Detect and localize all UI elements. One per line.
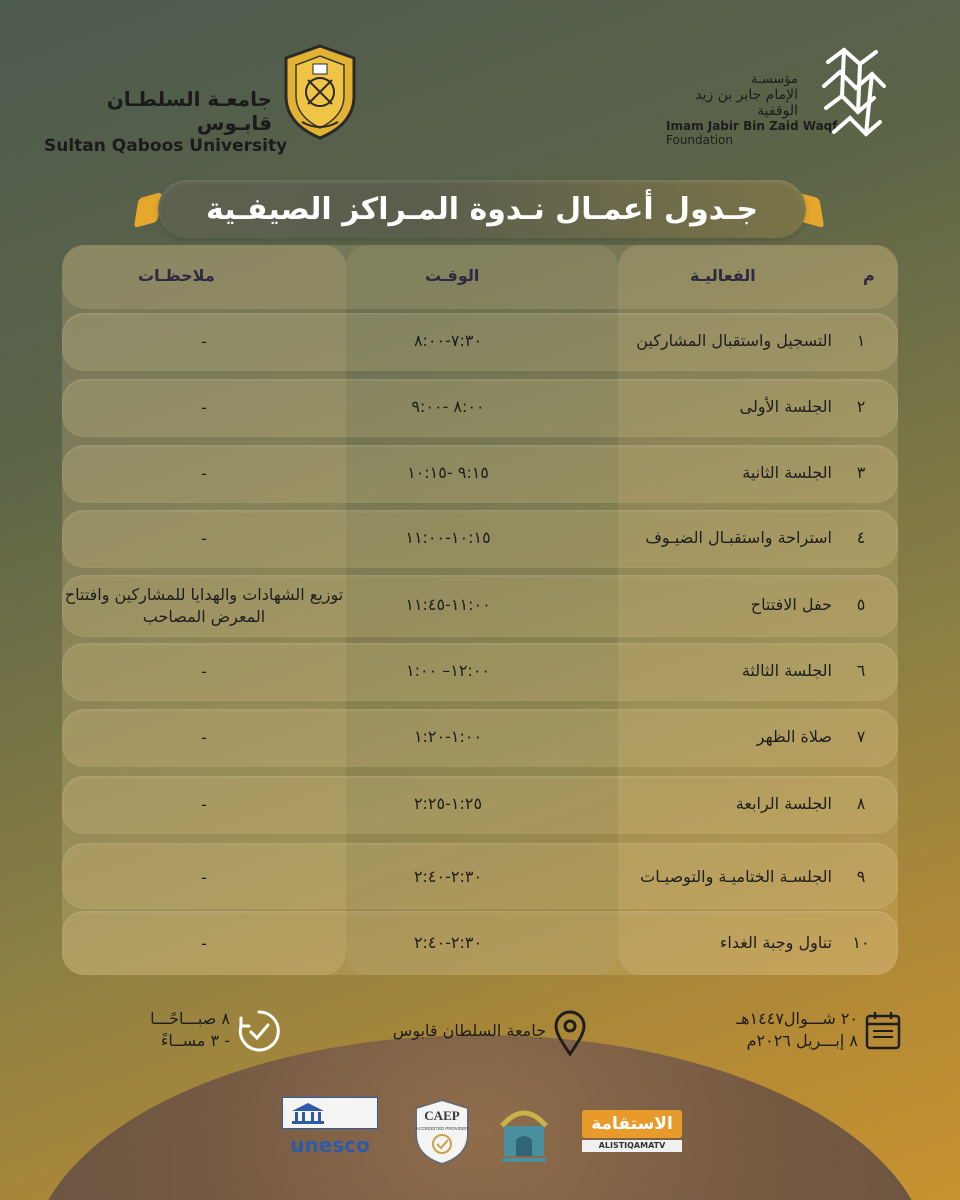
row-number: ١٠ bbox=[852, 933, 870, 952]
caep-wordmark: CAEP bbox=[424, 1108, 460, 1123]
table-row bbox=[62, 776, 898, 834]
foundation-name-arabic-line1: مؤسسـة bbox=[751, 72, 798, 87]
table-row bbox=[62, 911, 898, 975]
row-notes: - bbox=[201, 934, 207, 953]
row-event: الجلسـة الختاميـة والتوصيـات bbox=[640, 867, 832, 886]
foundation-name-english-line1: Imam Jabir Bin Zaid Waqf bbox=[666, 119, 838, 133]
row-time: ١١:٠٠-١١:٤٥ bbox=[405, 595, 491, 614]
table-row bbox=[62, 445, 898, 503]
time-end: - ٣ مســاءً bbox=[160, 1031, 230, 1050]
row-notes: - bbox=[201, 464, 207, 483]
date-gregorian: ٨ إبـــريل ٢٠٢٦م bbox=[746, 1031, 858, 1050]
location-pin-icon bbox=[553, 1010, 587, 1056]
row-notes: - bbox=[201, 795, 207, 814]
sultan-qaboos-university-brand bbox=[44, 42, 364, 156]
time-start: ٨ صبـــاحًـــا bbox=[150, 1009, 230, 1028]
row-time: ٢:٣٠-٢:٤٠ bbox=[413, 933, 483, 952]
foundation-calligraphy-logo bbox=[816, 42, 890, 146]
university-name bbox=[44, 87, 288, 157]
waqf-foundation-brand bbox=[660, 40, 900, 150]
row-time: ١٢:٠٠– ١:٠٠ bbox=[405, 661, 491, 680]
row-notes: - bbox=[201, 728, 207, 747]
row-time: ١:٢٥-٢:٢٥ bbox=[413, 794, 483, 813]
foundation-name-english-line2: Foundation bbox=[666, 133, 733, 147]
row-number: ٧ bbox=[856, 727, 866, 746]
row-number: ٩ bbox=[856, 867, 866, 886]
row-notes: - bbox=[201, 868, 207, 887]
header-number: م bbox=[863, 266, 875, 285]
alistiqama-tv-logo bbox=[582, 1110, 682, 1154]
header-time: الوقـت bbox=[425, 266, 480, 285]
table-row bbox=[62, 575, 898, 637]
row-notes: توزيع الشهادات والهدايا للمشاركين وافتتاح المعرض المصاحب bbox=[64, 585, 344, 626]
row-number: ٤ bbox=[856, 528, 866, 547]
tv-english-wordmark: ALISTIQAMATV bbox=[582, 1140, 682, 1152]
calendar-icon bbox=[864, 1010, 904, 1052]
row-event: الجلسة الأولى bbox=[739, 397, 832, 416]
row-event: صلاة الظهر bbox=[756, 727, 832, 746]
row-number: ٣ bbox=[856, 463, 866, 482]
row-number: ١ bbox=[856, 331, 866, 350]
event-date bbox=[698, 1008, 858, 1052]
header-event: الفعاليـة bbox=[690, 266, 756, 285]
clock-icon bbox=[236, 1008, 282, 1054]
table-row bbox=[62, 643, 898, 701]
decorative-hill-shape bbox=[30, 1035, 930, 1200]
row-number: ٢ bbox=[856, 397, 866, 416]
table-row bbox=[62, 709, 898, 767]
caep-subtitle: ACCREDITED PROVIDER bbox=[415, 1126, 469, 1131]
row-event: حفل الافتتاح bbox=[750, 595, 832, 614]
row-number: ٦ bbox=[856, 661, 866, 680]
row-event: الجلسة الثالثة bbox=[741, 661, 832, 680]
row-time: ١:٠٠-١:٢٠ bbox=[413, 727, 483, 746]
row-notes: - bbox=[201, 332, 207, 351]
row-event: تناول وجبة الغداء bbox=[719, 933, 832, 952]
row-notes: - bbox=[201, 398, 207, 417]
university-name-english: Sultan Qaboos University bbox=[44, 136, 288, 156]
row-time: ٧:٣٠-٨:٠٠ bbox=[413, 331, 483, 350]
table-row bbox=[62, 379, 898, 437]
date-hijri: ٢٠ شـــوال١٤٤٧هـ bbox=[736, 1009, 858, 1028]
tv-arabic-wordmark: الاستقامة bbox=[582, 1110, 682, 1138]
caep-accredited-provider-logo bbox=[412, 1098, 472, 1166]
title-banner bbox=[158, 180, 806, 238]
row-time: ١٠:١٥-١١:٠٠ bbox=[405, 528, 491, 547]
page-title: جـدول أعمـال نـدوة المـراكز الصيفـية bbox=[206, 191, 758, 227]
table-row bbox=[62, 510, 898, 568]
cultural-centre-logo bbox=[496, 1096, 552, 1168]
header-notes: ملاحظـات bbox=[138, 266, 215, 285]
foundation-name bbox=[666, 72, 838, 147]
row-notes: - bbox=[201, 529, 207, 548]
row-event: الجلسة الثانية bbox=[742, 463, 832, 482]
row-event: التسجيل واستقبال المشاركين bbox=[636, 331, 832, 350]
university-crest-logo bbox=[280, 44, 360, 140]
unesco-wordmark: unesco bbox=[290, 1133, 370, 1157]
university-name-arabic: جامعـة السلطـان قابـوس bbox=[106, 87, 272, 135]
row-number: ٥ bbox=[856, 595, 866, 614]
event-time bbox=[54, 1008, 230, 1052]
row-number: ٨ bbox=[856, 794, 866, 813]
row-time: ٢:٣٠-٢:٤٠ bbox=[413, 867, 483, 886]
foundation-name-arabic-line2: الإمام جابر بن زيد الوقفية bbox=[695, 87, 798, 119]
unesco-temple-icon bbox=[288, 1101, 328, 1125]
row-time: ٩:١٥ -١٠:١٥ bbox=[407, 463, 489, 482]
row-event: استراحة واستقبـال الضيـوف bbox=[645, 528, 832, 547]
row-event: الجلسة الرابعة bbox=[735, 794, 832, 813]
row-notes: - bbox=[201, 662, 207, 681]
table-row bbox=[62, 843, 898, 909]
unesco-logo bbox=[282, 1097, 378, 1167]
table-row bbox=[62, 313, 898, 371]
row-time: ٨:٠٠ -٩:٠٠ bbox=[411, 397, 485, 416]
event-location: جامعة السلطان قابوس bbox=[392, 1021, 546, 1040]
